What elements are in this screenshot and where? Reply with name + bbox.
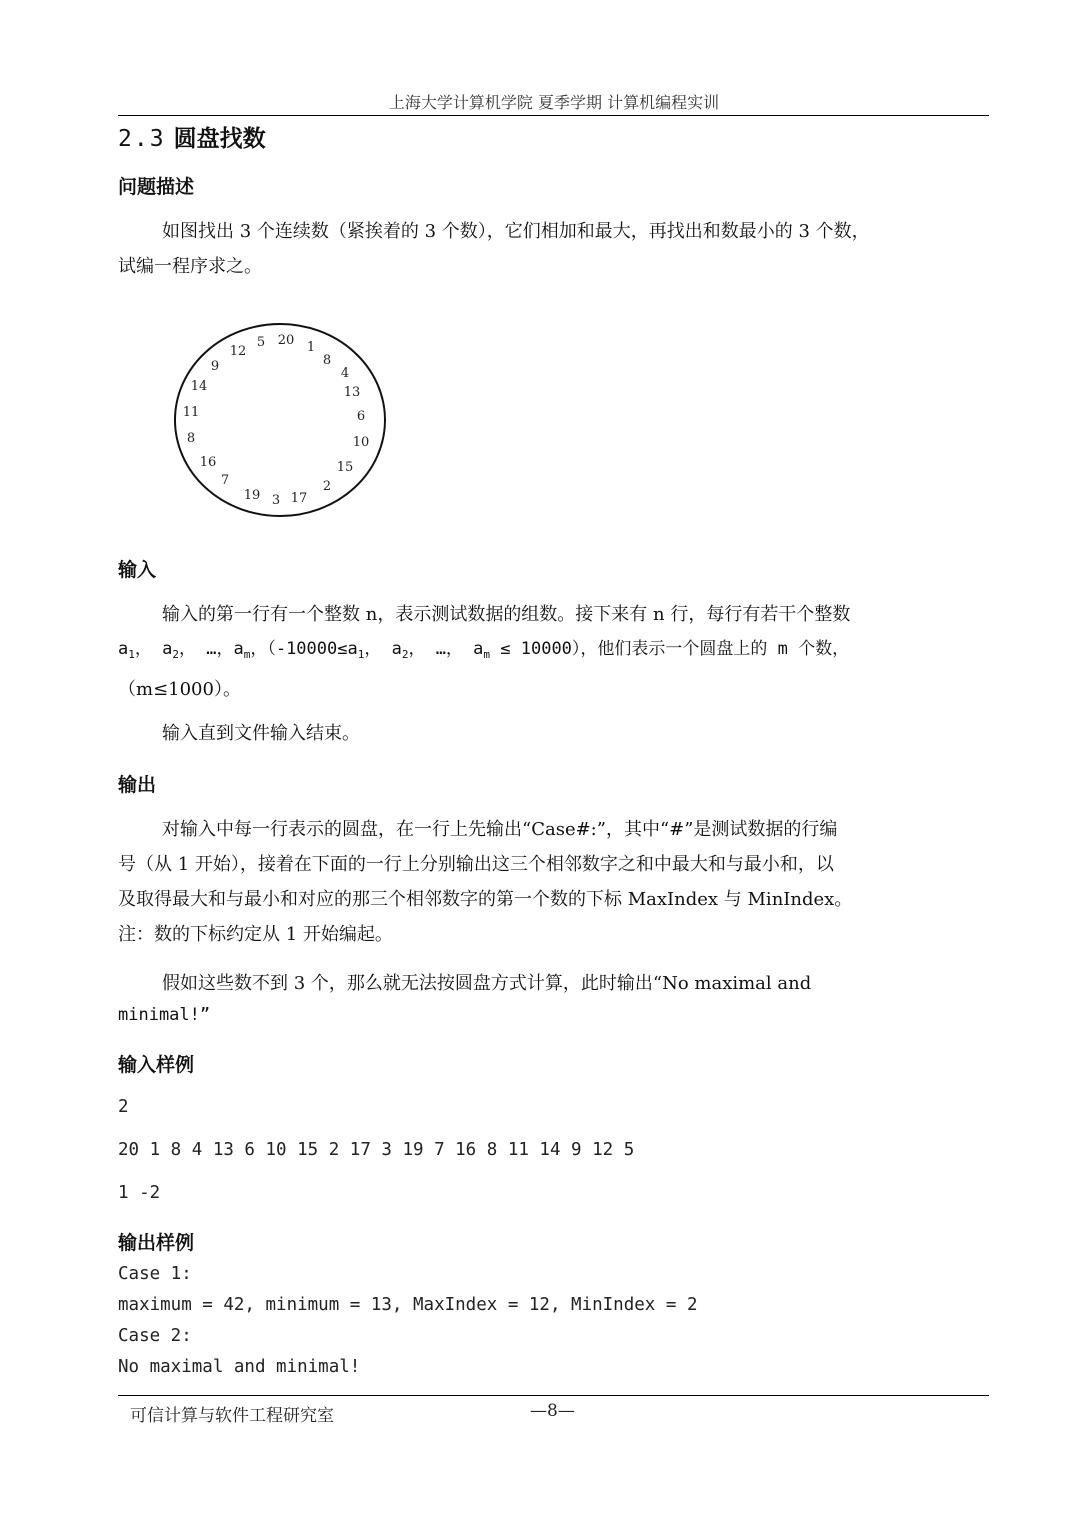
input-line-2: $a_1$， $a_2$， …，$a_m$，（$-10000\le a_1$， $a_2$， …， $a_m \le 10000$），他们表示一个圆盘上的 m 个数，	[118, 639, 850, 661]
output-line-4: 注：数的下标约定从 1 开始编起。	[118, 924, 393, 945]
disk-number: 8	[322, 353, 332, 368]
disk-number: 15	[336, 460, 354, 475]
footer-rule	[118, 1395, 989, 1396]
input-line-4-wrap	[118, 716, 988, 751]
disk-number: 1	[306, 340, 316, 355]
section-title	[118, 120, 266, 153]
output-line-5: 假如这些数不到 3 个，那么就无法按圆盘方式计算，此时输出“No maximal and	[162, 973, 812, 994]
input-line-4: 输入直到文件输入结束。	[162, 723, 360, 744]
sample-input-line-1: 2	[118, 1097, 129, 1117]
disk-number: 20	[277, 333, 295, 348]
disk-number-labels	[183, 333, 370, 508]
header-rule	[118, 115, 989, 116]
sample-input-line-3: 1 -2	[118, 1183, 161, 1203]
disk-figure	[168, 318, 390, 522]
section-title-text: 圆盘找数	[173, 125, 266, 152]
disk-number: 3	[271, 493, 281, 508]
sample-output-line-4: No maximal and minimal!	[118, 1357, 361, 1377]
disk-number: 5	[256, 335, 266, 350]
disk-number: 8	[186, 431, 196, 446]
output-line-2: 号（从 1 开始），接着在下面的一行上分别输出这三个相邻数字之和中最大和与最小和，以	[118, 854, 834, 875]
heading-input: 输入	[118, 559, 157, 581]
disk-number: 13	[343, 385, 361, 400]
page-number: —8—	[530, 1401, 575, 1421]
disk-number: 7	[220, 473, 230, 488]
output-text	[118, 812, 988, 952]
heading-problem: 问题描述	[118, 176, 195, 198]
input-text	[118, 597, 988, 707]
input-line-1: 输入的第一行有一个整数 n，表示测试数据的组数。接下来有 n 行，每行有若干个整数	[162, 604, 851, 625]
disk-number: 10	[352, 435, 370, 450]
sample-input-line-2: 20 1 8 4 13 6 10 15 2 17 3 19 7 16 8 11 14 9 12 5	[118, 1140, 635, 1160]
output-text-2	[118, 966, 988, 1029]
disk-number: 4	[340, 366, 350, 381]
output-line-6: minimal!”	[118, 1005, 211, 1025]
disk-number: 11	[182, 405, 200, 420]
sample-output-line-2: maximum = 42, minimum = 13, MaxIndex = 12, MinIndex = 2	[118, 1295, 698, 1315]
disk-number: 19	[243, 488, 261, 503]
section-number: 2.3	[118, 126, 166, 152]
output-line-3: 及取得最大和与最小和对应的那三个相邻数字的第一个数的下标 MaxIndex 与 MinIndex。	[118, 889, 853, 910]
heading-output: 输出	[118, 774, 157, 796]
page-header: 上海大学计算机学院 夏季学期 计算机编程实训	[388, 93, 720, 112]
sample-output-line-3: Case 2:	[118, 1326, 192, 1346]
problem-text	[118, 214, 988, 284]
disk-number: 9	[210, 359, 220, 374]
disk-number: 12	[229, 344, 247, 359]
disk-number: 16	[199, 455, 217, 470]
output-line-1: 对输入中每一行表示的圆盘，在一行上先输出“Case#:”，其中“#”是测试数据的行编	[162, 819, 838, 840]
heading-sample-input: 输入样例	[118, 1054, 195, 1076]
sample-output-line-1: Case 1:	[118, 1264, 192, 1284]
footer-lab-name: 可信计算与软件工程研究室	[130, 1406, 334, 1426]
input-line-3: （m≤1000）。	[118, 679, 241, 700]
problem-line-1: 如图找出 3 个连续数（紧挨着的 3 个数），它们相加和最大，再找出和数最小的 3 个数，	[162, 221, 870, 242]
disk-number: 14	[190, 379, 208, 394]
problem-line-2: 试编一程序求之。	[118, 256, 262, 277]
disk-number: 2	[322, 479, 332, 494]
disk-circle	[175, 324, 385, 516]
disk-number: 17	[290, 491, 308, 506]
heading-sample-output: 输出样例	[118, 1232, 195, 1254]
disk-number: 6	[356, 409, 366, 424]
